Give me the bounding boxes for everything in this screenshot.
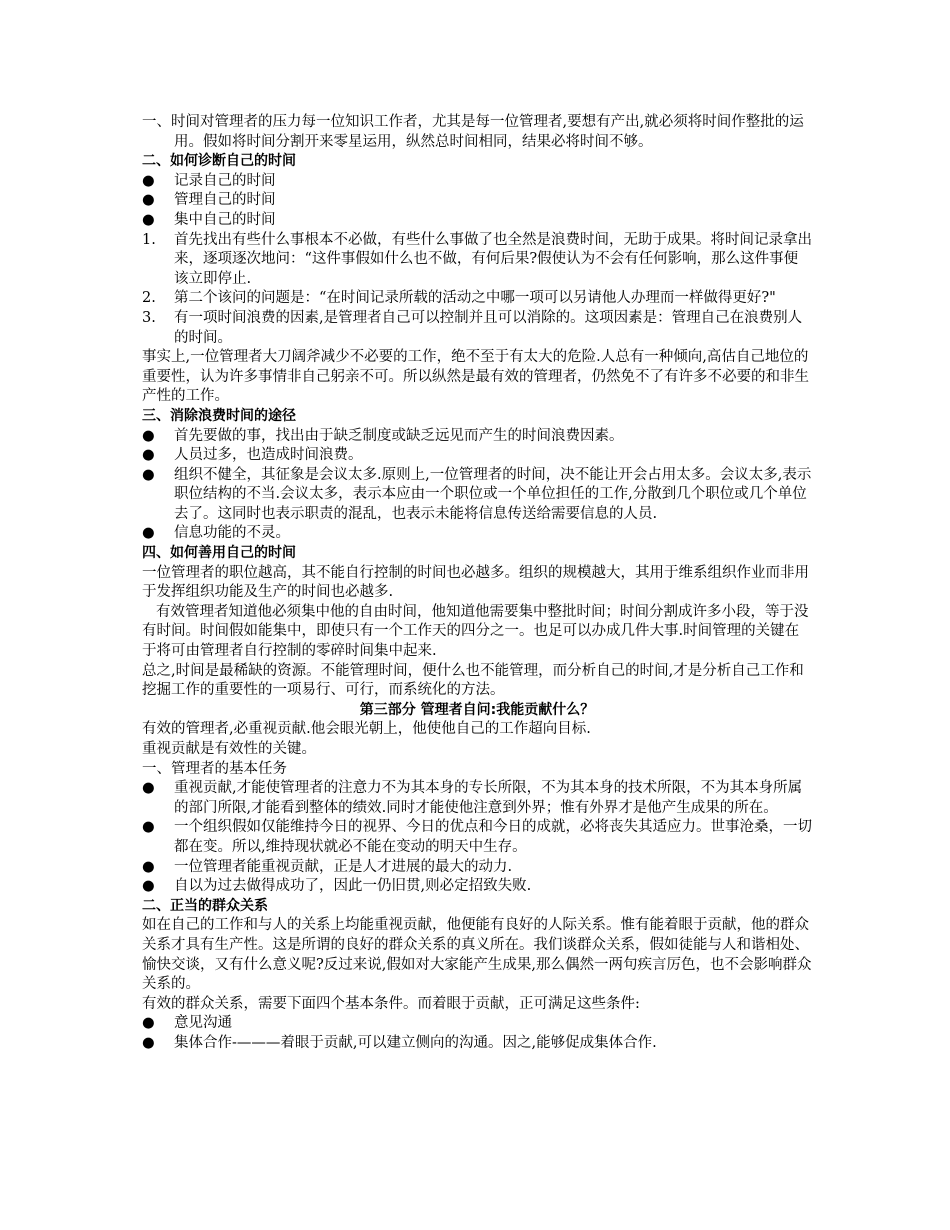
list-item: ● 一个组织假如仅能维持今日的视界、今日的优点和今日的成就，必将丧失其适应力。世事沧桑，一切都在变。所以,维持现状就必不能在变动的明天中生存。: [142, 819, 812, 855]
section-heading: 三、消除浪费时间的途径: [142, 407, 296, 424]
bullet-icon: ●: [142, 211, 155, 228]
bullet-icon: ●: [142, 858, 155, 875]
bullet-icon: ●: [142, 878, 155, 895]
bullet-icon: ●: [142, 1015, 155, 1032]
bullet-icon: ●: [142, 447, 155, 464]
paragraph: 一位管理者的职位越高，其不能自行控制的时间也必越多。组织的规模越大，其用于维系组织作业而非用于发挥组织功能及生产的时间也必越多.: [142, 564, 809, 601]
document-page: [142, 113, 812, 1054]
bullet-icon: ●: [142, 1034, 155, 1051]
list-item: ● 重视贡献,才能使管理者的注意力不为其本身的专长所限，不为其本身的技术所限，不为其本身所属的部门所限,才能看到整体的绩效.同时才能使他注意到外界；惟有外界才是他产生成果的所在。: [142, 780, 803, 816]
list-item: ● 信息功能的不灵。: [142, 524, 812, 544]
list-item: ● 集中自己的时间: [142, 211, 812, 231]
list-item: ● 管理自己的时间: [142, 191, 812, 211]
bullet-icon: ●: [142, 172, 155, 189]
subsection-heading: 一、管理者的基本任务: [142, 760, 287, 777]
paragraph: 事实上,一位管理者大刀阔斧减少不必要的工作，绝不至于有太大的危险.人总有一种倾向,高估自己地位的重要性，认为许多事情非自己躬亲不可。所以纵然是最有效的管理者，仍然免不了有许多不必要的和非生产性的工作。: [142, 349, 809, 405]
section-heading: 二、正当的群众关系: [142, 897, 268, 914]
bullet-icon: ●: [142, 427, 155, 444]
paragraph: 重视贡献是有效性的关键。: [142, 741, 316, 757]
part-title: 第三部分 管理者自问:我能贡献什么？: [359, 701, 595, 718]
paragraph: 有效的群众关系，需要下面四个基本条件。而着眼于贡献，正可满足这些条件:: [142, 995, 640, 1012]
section-heading: 四、如何善用自己的时间: [142, 545, 296, 562]
paragraph: 如在自己的工作和与人的关系上均能重视贡献，他便能有良好的人际关系。惟有能着眼于贡献，他的群众关系才具有生产性。这是所谓的良好的群众关系的真义所在。我们谈群众关系，假如徒能与人和谐相处、愉快交谈，又有什么意义呢?反过来说,假如对大家能产生成果,那么偶然一两句疾言厉色，也不会影响群众关系的。: [142, 917, 812, 993]
bullet-icon: ●: [142, 525, 155, 542]
list-item: ● 自以为过去做得成功了，因此一仍旧贯,则必定招致失败.: [142, 877, 812, 897]
bullet-icon: ●: [142, 780, 155, 797]
paragraph: 有效管理者知道他必须集中他的自由时间，他知道他需要集中整批时间；时间分割成许多小段，等于没有时间。时间假如能集中，即使只有一个工作天的四分之一。也足可以办成几件大事.时间管理的关键在于将可由管理者自行控制的零碎时间集中起来.: [142, 603, 809, 660]
intro-paragraph: 一、时间对管理者的压力每一位知识工作者，尤其是每一位管理者,要想有产出,就必须将时间作整批的运用。假如将时间分割开来零星运用，纵然总时间相同，结果必将时间不够。: [142, 114, 804, 150]
bullet-icon: ●: [142, 819, 155, 836]
list-item: ● 集体合作-———着眼于贡献,可以建立侧向的沟通。因之,能够促成集体合作.: [142, 1034, 812, 1054]
list-item: ● 首先要做的事，找出由于缺乏制度或缺乏远见而产生的时间浪费因素。: [142, 427, 812, 447]
list-item: ● 意见沟通: [142, 1014, 812, 1034]
bullet-icon: ●: [142, 466, 155, 483]
list-item: ● 组织不健全，其征象是会议太多.原则上,一位管理者的时间，决不能让开会占用太多。会议太多,表示职位结构的不当.会议太多，表示本应由一个职位或一个单位担任的工作,分散到几个职位或几个单位去了。这同时也表示职责的混乱，也表示未能将信息传送给需要信息的人员.: [142, 466, 812, 522]
list-item: ● 记录自己的时间: [142, 172, 812, 192]
list-item: ● 人员过多，也造成时间浪费。: [142, 446, 812, 466]
paragraph: 有效的管理者,必重视贡献.他会眼光朝上，他使他自己的工作超向目标.: [142, 721, 591, 738]
list-item: ● 一位管理者能重视贡献，正是人才进展的最大的动力.: [142, 858, 812, 878]
numbered-item: 2. 第二个该问的问题是：“在时间记录所载的活动之中哪一项可以另请他人办理而一样做得更好?": [142, 290, 776, 307]
numbered-item: 3. 有一项时间浪费的因素,是管理者自己可以控制并且可以消除的。这项因素是：管理自己在浪费别人的时间。: [142, 309, 803, 346]
paragraph: 总之,时间是最稀缺的资源。不能管理时间，便什么也不能管理，而分析自己的时间,才是分析自己工作和挖掘工作的重要性的一项易行、可行，而系统化的方法。: [142, 662, 804, 699]
numbered-item: 1. 首先找出有些什么事根本不必做，有些什么事做了也全然是浪费时间，无助于成果。将时间记录拿出来，逐项逐次地问：“这件事假如什么也不做，有何后果?假使认为不会有任何影响，那么这件事便该立即停止.: [142, 231, 812, 287]
bullet-icon: ●: [142, 192, 155, 209]
section-heading: 二、如何诊断自己的时间: [142, 153, 296, 170]
